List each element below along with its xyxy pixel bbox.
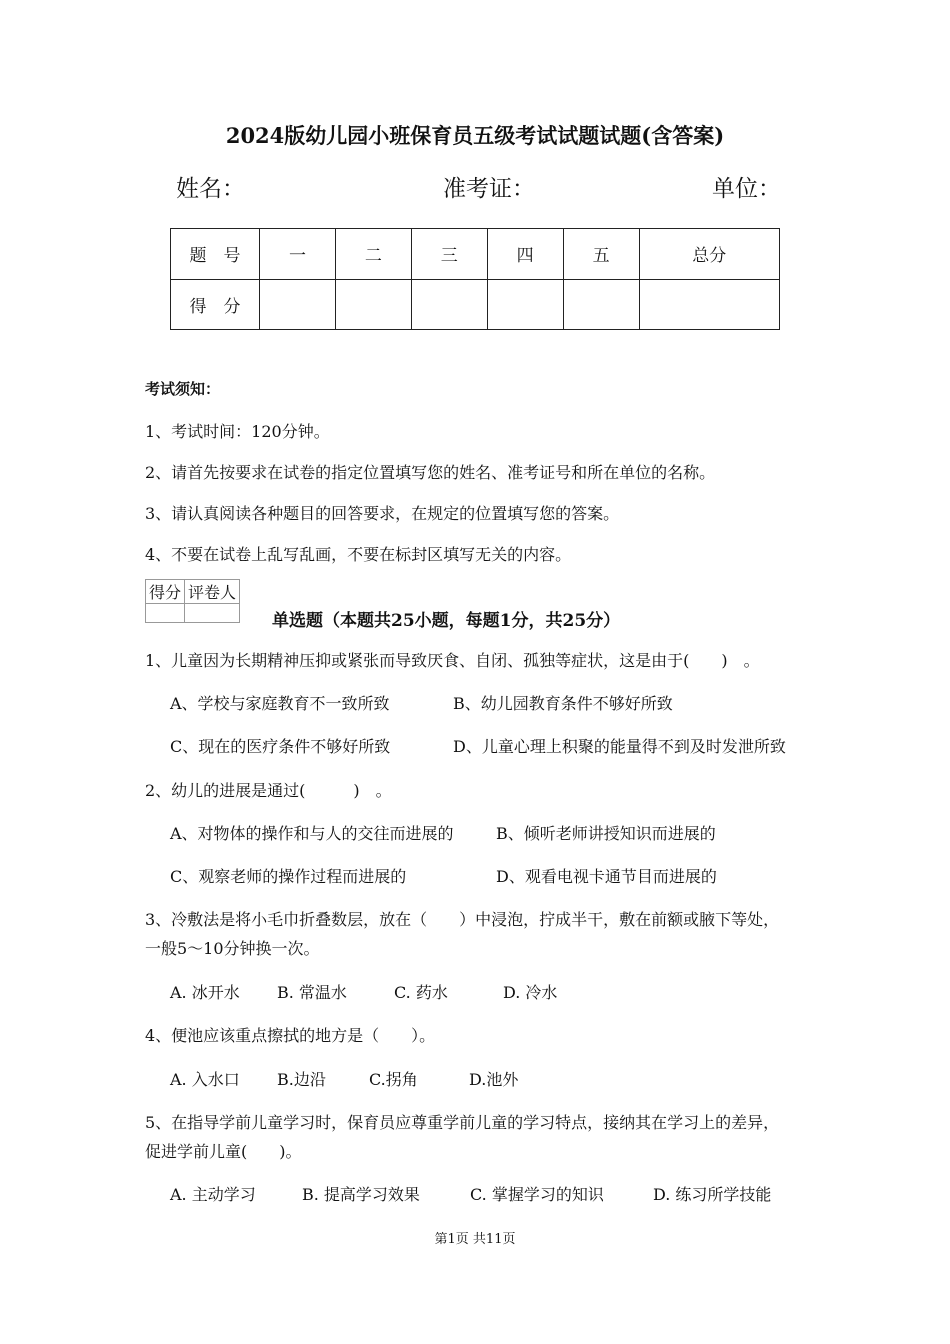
question-option: B. 提高学习效果 [302,1185,420,1204]
score-table-header-label: 题 号 [171,229,260,280]
grader-name-cell [185,604,240,623]
question-stem: 3、冷敷法是将小毛巾折叠数层，放在（ ）中浸泡，拧成半干，敷在前额或腋下等处， [145,910,780,929]
unit-field-label: 单位： [712,176,781,202]
question-option: A、学校与家庭教育不一致所致 [170,694,390,713]
score-table-score-label: 得 分 [171,279,260,330]
question-option: B.边沿 [277,1070,326,1089]
section-title: 单选题（本题共25小题，每题1分，共25分） [272,611,621,631]
question-option: B、倾听老师讲授知识而进展的 [496,824,716,843]
question-option: A. 入水口 [170,1070,240,1089]
question-stem-continued: 促进学前儿童( )。 [145,1142,302,1161]
score-table-column: 五 [563,229,639,280]
question-option: A、对物体的操作和与人的交往而进展的 [170,824,454,843]
question-stem-continued: 一般5～10分钟换一次。 [145,939,320,958]
question-option: D、儿童心理上积聚的能量得不到及时发泄所致 [453,737,786,756]
score-cell [411,279,487,330]
score-cell [639,279,779,330]
question-option: D. 练习所学技能 [653,1185,772,1204]
score-table-column: 总分 [639,229,779,280]
score-cell [335,279,411,330]
question-option: D.池外 [469,1070,519,1089]
question-option: C、现在的医疗条件不够好所致 [170,737,391,756]
score-cell [487,279,563,330]
score-table-column: 一 [260,229,336,280]
score-cell [260,279,336,330]
question-option: C. 药水 [394,983,448,1002]
exam-id-field-label: 准考证： [443,176,535,202]
notice-item: 4、不要在试卷上乱写乱画，不要在标封区填写无关的内容。 [145,545,572,564]
question-option: B. 常温水 [277,983,347,1002]
question-option: A. 冰开水 [170,983,240,1002]
grader-name-label: 评卷人 [185,580,240,604]
page-title: 2024版幼儿园小班保育员五级考试试题试题(含答案) [225,123,725,148]
question-option: A. 主动学习 [170,1185,256,1204]
page-footer: 第1页 共11页 [434,1232,516,1247]
question-option: C. 掌握学习的知识 [470,1185,604,1204]
question-stem: 4、便池应该重点擦拭的地方是（ ）。 [145,1026,436,1045]
grader-score-cell [146,604,185,623]
name-field-label: 姓名： [176,176,245,202]
question-stem: 5、在指导学前儿童学习时，保育员应尊重学前儿童的学习特点，接纳其在学习上的差异， [145,1113,780,1132]
score-table-column: 三 [411,229,487,280]
notice-item: 2、请首先按要求在试卷的指定位置填写您的姓名、准考证号和所在单位的名称。 [145,463,716,482]
score-cell [563,279,639,330]
score-table-column: 二 [335,229,411,280]
question-option: D、观看电视卡通节目而进展的 [496,867,717,886]
question-stem: 1、儿童因为长期精神压抑或紧张而导致厌食、自闭、孤独等症状，这是由于( ) 。 [145,651,760,670]
notice-heading: 考试须知： [145,380,221,398]
question-stem: 2、幼儿的进展是通过( ) 。 [145,781,392,800]
score-table-header-row [171,229,780,280]
question-option: C.拐角 [369,1070,418,1089]
question-option: B、幼儿园教育条件不够好所致 [453,694,673,713]
question-option: D. 冷水 [503,983,558,1002]
score-table-score-row [171,279,780,330]
notice-item: 1、考试时间：120分钟。 [145,422,330,441]
score-table-column: 四 [487,229,563,280]
question-option: C、观察老师的操作过程而进展的 [170,867,407,886]
notice-item: 3、请认真阅读各种题目的回答要求，在规定的位置填写您的答案。 [145,504,620,523]
grader-box [145,579,240,623]
grader-score-label: 得分 [146,580,185,604]
score-table [170,228,780,330]
